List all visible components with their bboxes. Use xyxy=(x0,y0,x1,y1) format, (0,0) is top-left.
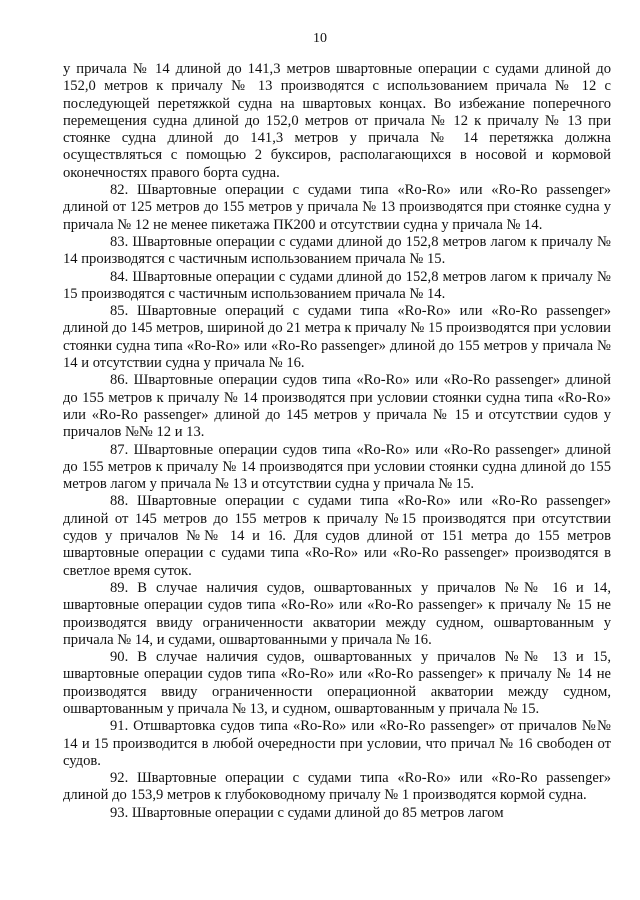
paragraph-84: 84. Швартовные операции с судами длиной до 152,8 метров лагом к причалу № 15 производятся с частичным использованием причала № 14. xyxy=(63,268,611,302)
paragraph-90: 90. В случае наличия судов, ошвартованных у причалов №№ 13 и 15, швартовные операции судов типа «Ro-Ro» или «Ro-Ro passenger» к причалу № 14 не производятся ввиду ограниченности операционной акватории между судном, ошвартованным у причала № 13, и судном, ошвартованным у причала № 15. xyxy=(63,649,611,717)
paragraph-81-continued: у причала № 14 длиной до 141,3 метров швартовные операции с судами длиной до 152,0 метров к причалу № 13 производятся с использованием причала № 12 с последующей перетяжкой судна на швартовых концах. Во избежание поперечного перемещения судна длиной до 152,0 метров от причала № 12 к причалу № 13 при стоянке судна длиной до 141,3 метров у причала № 14 перетяжка должна осуществляться с помощью 2 буксиров, располагающихся в носовой и кормовой оконечностях правого борта судна. xyxy=(63,61,611,181)
paragraph-93: 93. Швартовные операции с судами длиной до 85 метров лагом xyxy=(110,804,504,821)
paragraph-83: 83. Швартовные операции с судами длиной до 152,8 метров лагом к причалу № 14 производятся с частичным использованием причала № 15. xyxy=(63,233,611,268)
paragraph-82: 82. Швартовные операции с судами типа «Ro-Ro» или «Ro-Ro passenger» длиной от 125 метров до 155 метров у причала № 13 производятся при стоянке судна у причала № 12 не менее пикетажа ПК200 и отсутствии судна у причала № 14. xyxy=(63,182,611,233)
page-number: 10 xyxy=(313,31,327,46)
paragraph-86: 86. Швартовные операции судов типа «Ro-Ro» или «Ro-Ro passenger» длиной до 155 метров к причалу № 14 производятся при условии стоянки судна типа «Ro-Ro» или «Ro-Ro passenger» длиной до 145 метров у причала № 15 и отсутствии судов у причалов №№ 12 и 13. xyxy=(63,372,611,441)
paragraph-92: 92. Швартовные операции с судами типа «Ro-Ro» или «Ro-Ro passenger» длиной до 153,9 метров к глубоководному причалу № 1 производятся кормой судна. xyxy=(63,770,611,804)
document-body xyxy=(63,61,611,822)
paragraph-91: 91. Отшвартовка судов типа «Ro-Ro» или «Ro-Ro passenger» от причалов №№ 14 и 15 производится в любой очередности при условии, что причал № 16 свободен от судов. xyxy=(63,718,611,769)
paragraph-85: 85. Швартовные операций с судами типа «Ro-Ro» или «Ro-Ro passenger» длиной до 145 метров, шириной до 21 метра к причалу № 15 производятся при условии стоянки судна типа «Ro-Ro» или «Ro-Ro passenger» длиной до 155 метров у причала № 14 и отсутствии судна у причала № 16. xyxy=(63,303,611,372)
paragraph-89: 89. В случае наличия судов, ошвартованных у причалов №№ 16 и 14, швартовные операции судов типа «Ro-Ro» или «Ro-Ro passenger» к причалу № 15 не производятся ввиду ограниченности акватории между судном, ошвартованным у причала № 14, и судами, ошвартованными у причала № 16. xyxy=(63,579,611,648)
paragraph-87: 87. Швартовные операции судов типа «Ro-Ro» или «Ro-Ro passenger» длиной до 155 метров к причалу № 14 производятся при условии стоянки судна длиной до 155 метров лагом у причала № 13 и отсутствии судна у причала № 15. xyxy=(63,441,611,493)
paragraph-88: 88. Швартовные операции с судами типа «Ro-Ro» или «Ro-Ro passenger» длиной от 145 метров до 155 метров к причалу №15 производятся при отсутствии судов у причалов №№ 14 и 16. Для судов длиной от 151 метра до 155 метров швартовные операции с судами типа «Ro-Ro» или «Ro-Ro passenger» производятся в светлое время суток. xyxy=(63,493,611,579)
